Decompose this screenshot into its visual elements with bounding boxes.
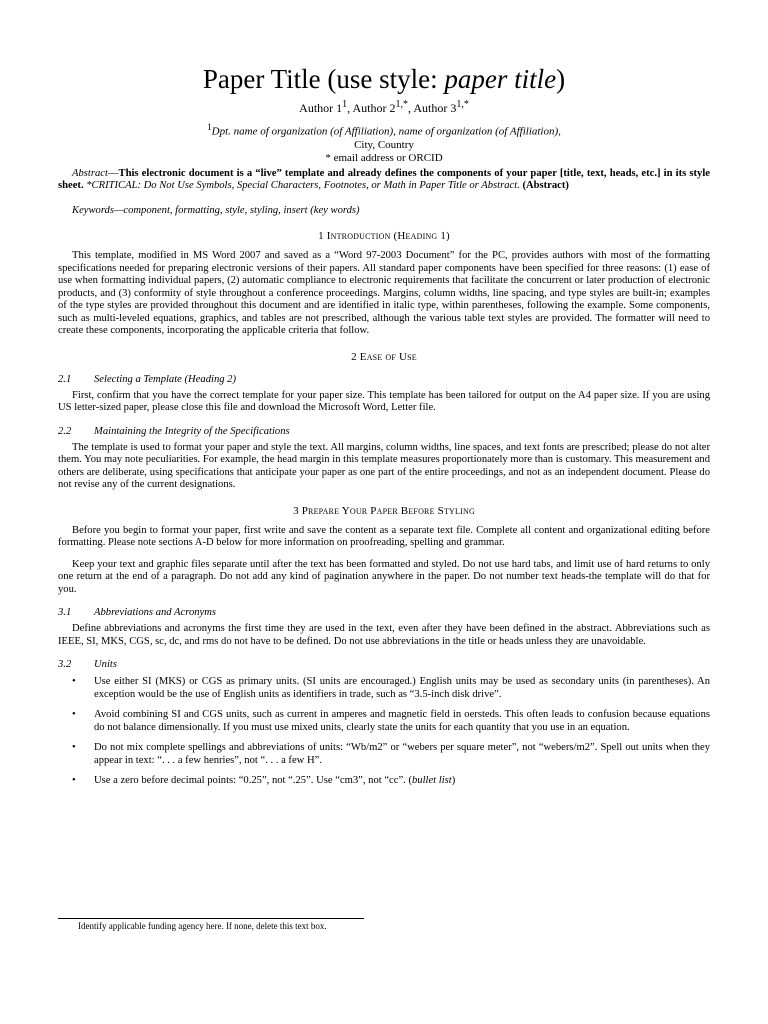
affiliation: $^1$Dpt. name of organization (of Affiliation), name of organization (of Affiliation), [207,122,561,138]
bullet-icon: • [72,676,76,688]
subsection-heading-abbreviations: 3.1 Abbreviations and Acronyms [58,607,217,619]
abstract: Abstract—This electronic document is a “live” template and already defines the components of your paper [title, text, heads, etc.] in its style sheet. *CRITICAL: Do Not Use Symbols, Special Characters, Footnotes, or Math in Paper Title or Abstract. (Abstract) [58,167,710,192]
paragraph-introduction: This template, modified in MS Word 2007 and saved as a “Word 97-2003 Document” for the PC, provides authors with most of the formatting specifications needed for preparing electronic versions of their papers. All standard paper components have been specified for three reasons: (1) ease of use when formatting individual papers, (2) automatic compliance to electronic requirements that facilitate the concurrent or later production of electronic products, and (3) conformity of style throughout a conference proceedings. Margins, column widths, line spacing, and type styles are built-in; examples of the type styles are provided throughout this document and are identified in italic type, within parentheses, following the example. Some components, such as multi-leveled equations, graphics, and tables are not prescribed, although the various table text styles are provided. The formatter will need to create these components, incorporating the applicable criteria that follow. [58,250,710,337]
section-heading-prepare: 3 Prepare Your Paper Before Styling [293,504,475,517]
subsection-heading-integrity: 2.2 Maintaining the Integrity of the Specifications [58,425,290,437]
email-line: * email address or ORCID [325,151,443,164]
paragraph-prepare-1: Before you begin to format your paper, first write and save the content as a separate text file. Complete all content and organizational editing before formatting. Please note sections A-D below for more information on proofreading, spelling and grammar. [58,524,710,549]
paragraph-abbreviations: Define abbreviations and acronyms the first time they are used in the text, even after they have been defined in the abstract. Abbreviations such as IEEE, SI, MKS, CGS, sc, dc, and rms do not have to be defined. Do not use abbreviations in the title or heads unless they are unavoidable. [58,623,710,647]
subsection-heading-selecting-template: 2.1 Selecting a Template (Heading 2) [58,373,237,385]
list-item: • Use either SI (MKS) or CGS as primary units. (SI units are encouraged.) English units may be used as secondary units (in parentheses). An exception would be the use of English units as identifiers in trade, such as “3.5-inch disk drive”. [72,676,710,700]
list-item: • Use a zero before decimal points: “0.25”, not “.25”. Use “cm3”, not “cc”. (bullet list) [72,775,456,787]
keywords: Keywords—component, formatting, style, styling, insert (key words) [72,204,360,216]
subsection-heading-units: 3.2 Units [58,659,117,671]
list-item: • Do not mix complete spellings and abbreviations of units: “Wb/m2” or “webers per square meter”, not “webers/m2”. Spell out units when they appear in text: “. . . a few henries”, not “. . . a few H”. [72,742,710,766]
paper-title: Paper Title (use style: paper title) [202,64,566,94]
bullet-icon: • [72,709,76,721]
bullet-icon: • [72,742,76,754]
author-list: Author $1^1$, Author $2^{1,*}$, Author $3^{1,*}$ [299,99,469,115]
paragraph-prepare-2: Keep your text and graphic files separate until after the text has been formatted and styled. Do not use hard tabs, and limit use of hard returns to only one return at the end of a paragraph. Do not add any kind of pagination anywhere in the paper. Do not number text heads-the template will do that for you. [58,558,710,595]
paper-page [58,62,710,796]
section-heading-ease-of-use: 2 Ease of Use [351,350,417,363]
paragraph-integrity: The template is used to format your paper and style the text. All margins, column widths, line spaces, and text fonts are prescribed; please do not alter them. You may note peculiarities. For example, the head margin in this template measures proportionately more than is customary. This measurement and others are deliberate, using specifications that anticipate your paper as one part of the entire proceedings, and not as an independent document. Please do not revise any of the current designations. [58,441,710,491]
units-bullet-list [58,676,710,788]
city-country: City, Country [354,138,414,151]
footnote: Identify applicable funding agency here. If none, delete this text box. [78,921,327,931]
bullet-icon: • [72,775,76,787]
list-item: • Avoid combining SI and CGS units, such as current in amperes and magnetic field in oersteds. This often leads to confusion because equations do not balance dimensionally. If you must use mixed units, clearly state the units for each quantity that you use in an equation. [72,709,710,733]
paragraph-selecting-template: First, confirm that you have the correct template for your paper size. This template has been tailored for output on the A4 paper size. If you are using US letter-sized paper, please close this file and download the Microsoft Word, Letter file. [58,389,710,414]
footnote-rule [58,918,364,919]
section-heading-introduction: 1 Introduction (Heading 1) [318,230,450,243]
